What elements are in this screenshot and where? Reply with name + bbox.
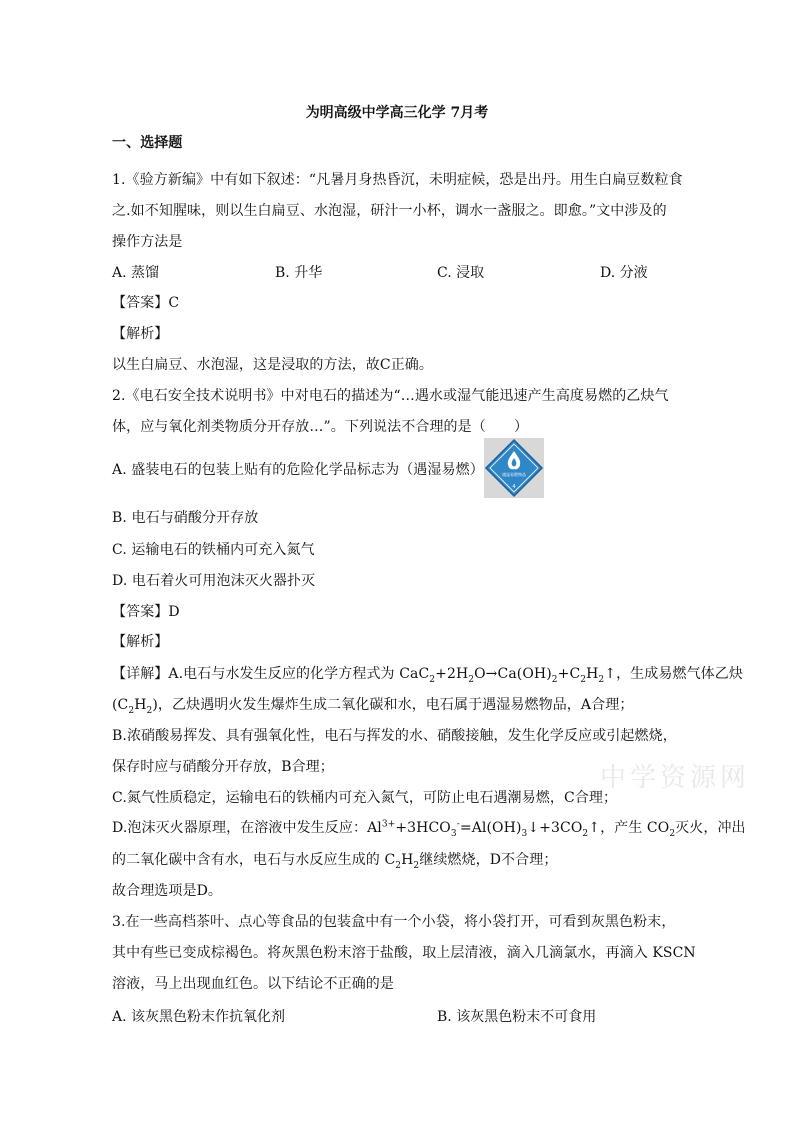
q1-answer: 【答案】C	[112, 295, 180, 311]
q1-analysis-label: 【解析】	[112, 326, 169, 342]
watermark: 中学资源网	[600, 763, 751, 793]
q2-option-d: D. 电石着火可用泡沫灭火器扑灭	[112, 573, 316, 589]
q2-detail-line7: 的二氧化碳中含有水，电石与水反应生成的 $C_2H_2$继续燃烧，D不合理；	[112, 852, 558, 871]
q1-stem-line3: 操作方法是	[112, 234, 183, 250]
q3-stem-line1: 3.在一些高档茶叶、点心等食品的包装盒中有一个小袋，将小袋打开，可看到灰黑色粉末，	[112, 914, 676, 930]
q2-stem-line1: 2.《电石安全技术说明书》中对电石的描述为“…遇水或湿气能迅速产生高度易燃的乙炔气	[112, 388, 669, 404]
q1-option-c: C. 浸取	[437, 265, 485, 281]
q2-stem-line2: 体，应与氧化剂类物质分开存放…”。下列说法不合理的是（ ）	[112, 419, 529, 435]
hazard-class-number: 4	[512, 484, 516, 490]
page-title: 为明高级中学高三化学 7月考	[305, 105, 489, 121]
q1-option-d: D. 分液	[600, 265, 648, 281]
q1-stem-line2: 之.如不知腥味，则以生白扁豆、水泡湿，研汁一小杯，调水一盏服之。即愈。”文中涉及的	[112, 203, 667, 219]
q3-option-b: B. 该灰黑色粉末不可食用	[437, 1009, 597, 1025]
hazard-text: 遇湿易燃物品	[502, 472, 526, 477]
q2-detail-line4: 保存时应与硝酸分开存放，B合理；	[112, 759, 334, 775]
q2-answer: 【答案】D	[112, 604, 180, 620]
q2-detail-line3: B.浓硝酸易挥发、具有强氧化性，电石与挥发的水、硝酸接触，发生化学反应或引起燃烧，	[112, 728, 677, 744]
q2-analysis-label: 【解析】	[112, 634, 169, 650]
q2-option-c: C. 运输电石的铁桶内可充入氮气	[112, 542, 315, 558]
q3-stem-line3: 溶液，马上出现血红色。以下结论不正确的是	[112, 976, 394, 992]
section-heading: 一、选择题	[112, 135, 183, 151]
q1-stem-line1: 1.《验方新编》中有如下叙述：“凡暑月身热昏沉，未明症候，恐是出丹。用生白扁豆数粒食	[112, 172, 683, 188]
q2-option-a: A. 盛装电石的包装上贴有的危险化学品标志为（遇湿易燃）	[112, 462, 484, 478]
q2-conclusion: 故合理选项是D。	[112, 883, 223, 899]
q2-detail-line5: C.氮气性质稳定，运输电石的铁桶内可充入氮气，可防止电石遇潮易燃，C合理；	[112, 790, 618, 806]
q1-option-a: A. 蒸馏	[112, 265, 160, 281]
q1-analysis: 以生白扁豆、水泡湿，这是浸取的方法，故C正确。	[112, 357, 434, 373]
q3-stem-line2: 其中有些已变成棕褐色。将灰黑色粉末溶于盐酸，取上层清液，滴入几滴氯水，再滴入 KSCN	[112, 945, 696, 961]
hazard-label-icon	[484, 438, 544, 498]
q1-option-b: B. 升华	[275, 265, 323, 281]
q2-detail-line2: $(C_2H_2)$，乙炔遇明火发生爆炸生成二氧化碳和水，电石属于遇湿易燃物品，A合理；	[112, 697, 634, 716]
q3-option-a: A. 该灰黑色粉末作抗氧化剂	[112, 1009, 286, 1025]
q2-option-b: B. 电石与硝酸分开存放	[112, 510, 259, 526]
q2-detail-line6: D.泡沫灭火器原理，在溶液中发生反应：$Al^{3+}+3HCO_3^-=Al(OH)_3↓+3CO_2↑$，产生 $CO_2$灭火，冲出	[112, 819, 746, 839]
q2-detail-line1: 【详解】A.电石与水发生反应的化学方程式为 $CaC_2+2H_2O\to Ca(OH)_2+C_2H_2↑$，生成易燃气体乙炔	[112, 666, 743, 685]
